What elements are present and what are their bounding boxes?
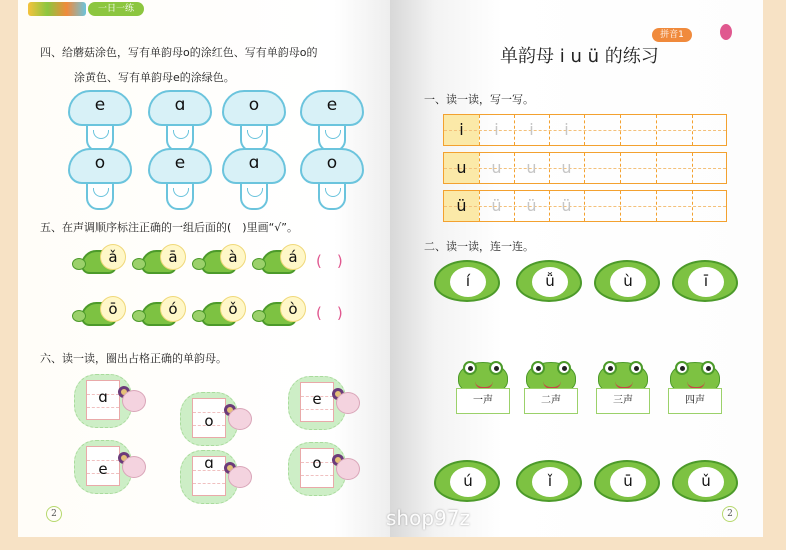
section-badge: 拼音1 [652, 28, 692, 42]
frog-card[interactable]: 二声 [520, 358, 582, 424]
sheep-card[interactable]: ɑ [74, 374, 148, 432]
lily-pad[interactable]: ū [594, 460, 660, 502]
q6-title: 六、读一读，圈出占格正确的单韵母。 [40, 352, 227, 365]
mushroom: ɑ [148, 90, 212, 154]
house-decoration [28, 2, 86, 16]
sheep-card[interactable]: ɑ [180, 450, 254, 508]
watermark: shop97z [386, 506, 470, 530]
sheep-card[interactable]: o [180, 392, 254, 450]
mushroom: e [148, 148, 212, 212]
page-title: 单韵母 i u ü 的练习 [500, 46, 659, 67]
mushroom: o [222, 90, 286, 154]
frog-card[interactable]: 三声 [592, 358, 654, 424]
lily-pad[interactable]: ī [672, 260, 738, 302]
writing-row[interactable]: ü ü ü ü [443, 190, 727, 222]
mushroom: ɑ [222, 148, 286, 212]
writing-row[interactable]: u u u u [443, 152, 727, 184]
lily-pad[interactable]: ù [594, 260, 660, 302]
left-page [18, 0, 390, 537]
mushroom: o [68, 148, 132, 212]
lily-pad[interactable]: ǔ [672, 460, 738, 502]
answer-parens[interactable]: ( ) [316, 304, 343, 322]
mushroom: o [300, 148, 364, 212]
turtle: ā [132, 250, 188, 278]
turtle: á [252, 250, 308, 278]
writing-row[interactable]: i i i i [443, 114, 727, 146]
mushroom: e [68, 90, 132, 154]
turtle: ō [72, 302, 128, 330]
sheep-card[interactable]: e [288, 376, 362, 434]
lily-pad[interactable]: ú [434, 460, 500, 502]
q4-line1: 四、给蘑菇涂色，写有单韵母o的涂红色、写有单韵母o的 [40, 46, 318, 59]
frog-card[interactable]: 一声 [452, 358, 514, 424]
q2-title: 二、读一读，连一连。 [424, 240, 534, 253]
page-number: 2 [722, 506, 738, 522]
frog-card[interactable]: 四声 [664, 358, 726, 424]
q5-title: 五、在声调顺序标注正确的一组后面的( )里画“√”。 [40, 221, 298, 234]
balloon-icon [720, 24, 732, 40]
turtle: ǎ [72, 250, 128, 278]
sheep-card[interactable]: o [288, 442, 362, 500]
answer-parens[interactable]: ( ) [316, 252, 343, 270]
page-number: 2 [46, 506, 62, 522]
banner-badge: 一日一练 [88, 2, 144, 16]
lily-pad[interactable]: í [434, 260, 500, 302]
lily-pad[interactable]: ǐ [516, 460, 582, 502]
turtle: ò [252, 302, 308, 330]
turtle: ǒ [192, 302, 248, 330]
lily-pad[interactable]: ǚ [516, 260, 582, 302]
sheep-card[interactable]: e [74, 440, 148, 498]
q1-title: 一、读一读，写一写。 [424, 93, 534, 106]
q4-line2: 涂黄色、写有单韵母e的涂绿色。 [74, 71, 235, 84]
right-page [390, 0, 763, 537]
mushroom: e [300, 90, 364, 154]
turtle: ó [132, 302, 188, 330]
turtle: à [192, 250, 248, 278]
